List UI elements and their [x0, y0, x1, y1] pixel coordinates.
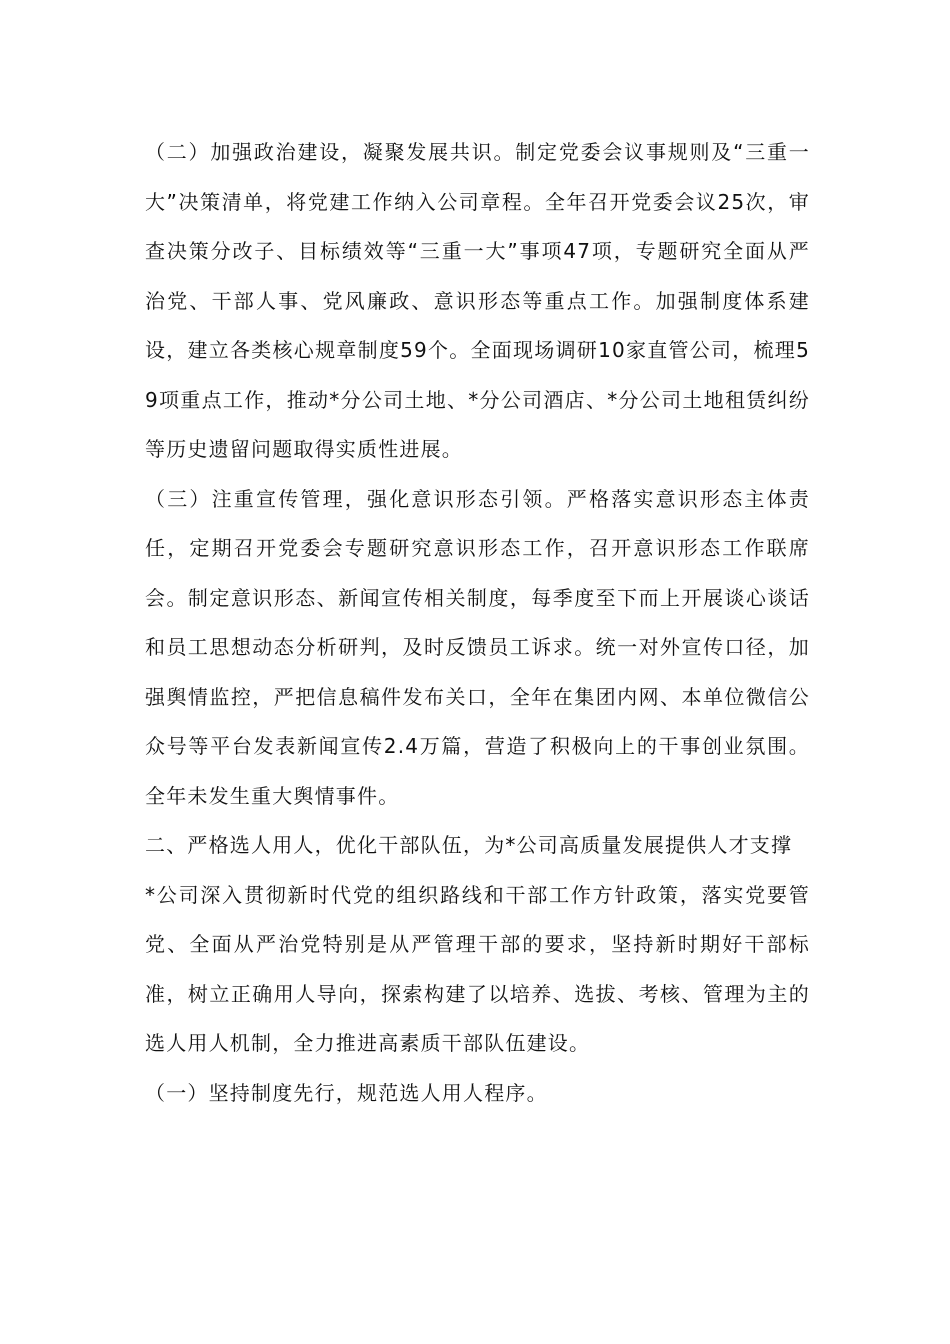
paragraph-political-building: （二）加强政治建设，凝聚发展共识。制定党委会议事规则及“三重一大”决策清单，将党建工作纳入公司章程。全年召开党委会议25次，审查决策分改子、目标绩效等“三重一大”事项47项，专题研究全面从严治党、干部人事、党风廉政、意识形态等重点工作。加强制度体系建设，建立各类核心规章制度59个。全面现场调研10家直管公司，梳理59项重点工作，推动*分公司土地、*分公司酒店、*分公司土地租赁纠纷等历史遗留问题取得实质性进展。	[145, 140, 810, 461]
section-heading-cadre-selection: 二、严格选人用人，优化干部队伍，为*公司高质量发展提供人才支撑	[145, 833, 793, 857]
paragraph-publicity-management: （三）注重宣传管理，强化意识形态引领。严格落实意识形态主体责任，定期召开党委会专题研究意识形态工作，召开意识形态工作联席会。制定意识形态、新闻宣传相关制度，每季度至下而上开展谈心谈话和员工思想动态分析研判，及时反馈员工诉求。统一对外宣传口径，加强舆情监控，严把信息稿件发布关口，全年在集团内网、本单位微信公众号等平台发表新闻宣传2.4万篇，营造了积极向上的干事创业氛围。全年未发生重大舆情事件。	[145, 486, 810, 808]
subheading-system-first: （一）坚持制度先行，规范选人用人程序。	[145, 1080, 548, 1105]
paragraph-cadre-mechanism: *公司深入贯彻新时代党的组织路线和干部工作方针政策，落实党要管党、全面从严治党特别是从严管理干部的要求，坚持新时期好干部标准，树立正确用人导向，探索构建了以培养、选拔、考核、管理为主的选人用人机制，全力推进高素质干部队伍建设。	[145, 882, 810, 1055]
document-body	[145, 128, 810, 1118]
